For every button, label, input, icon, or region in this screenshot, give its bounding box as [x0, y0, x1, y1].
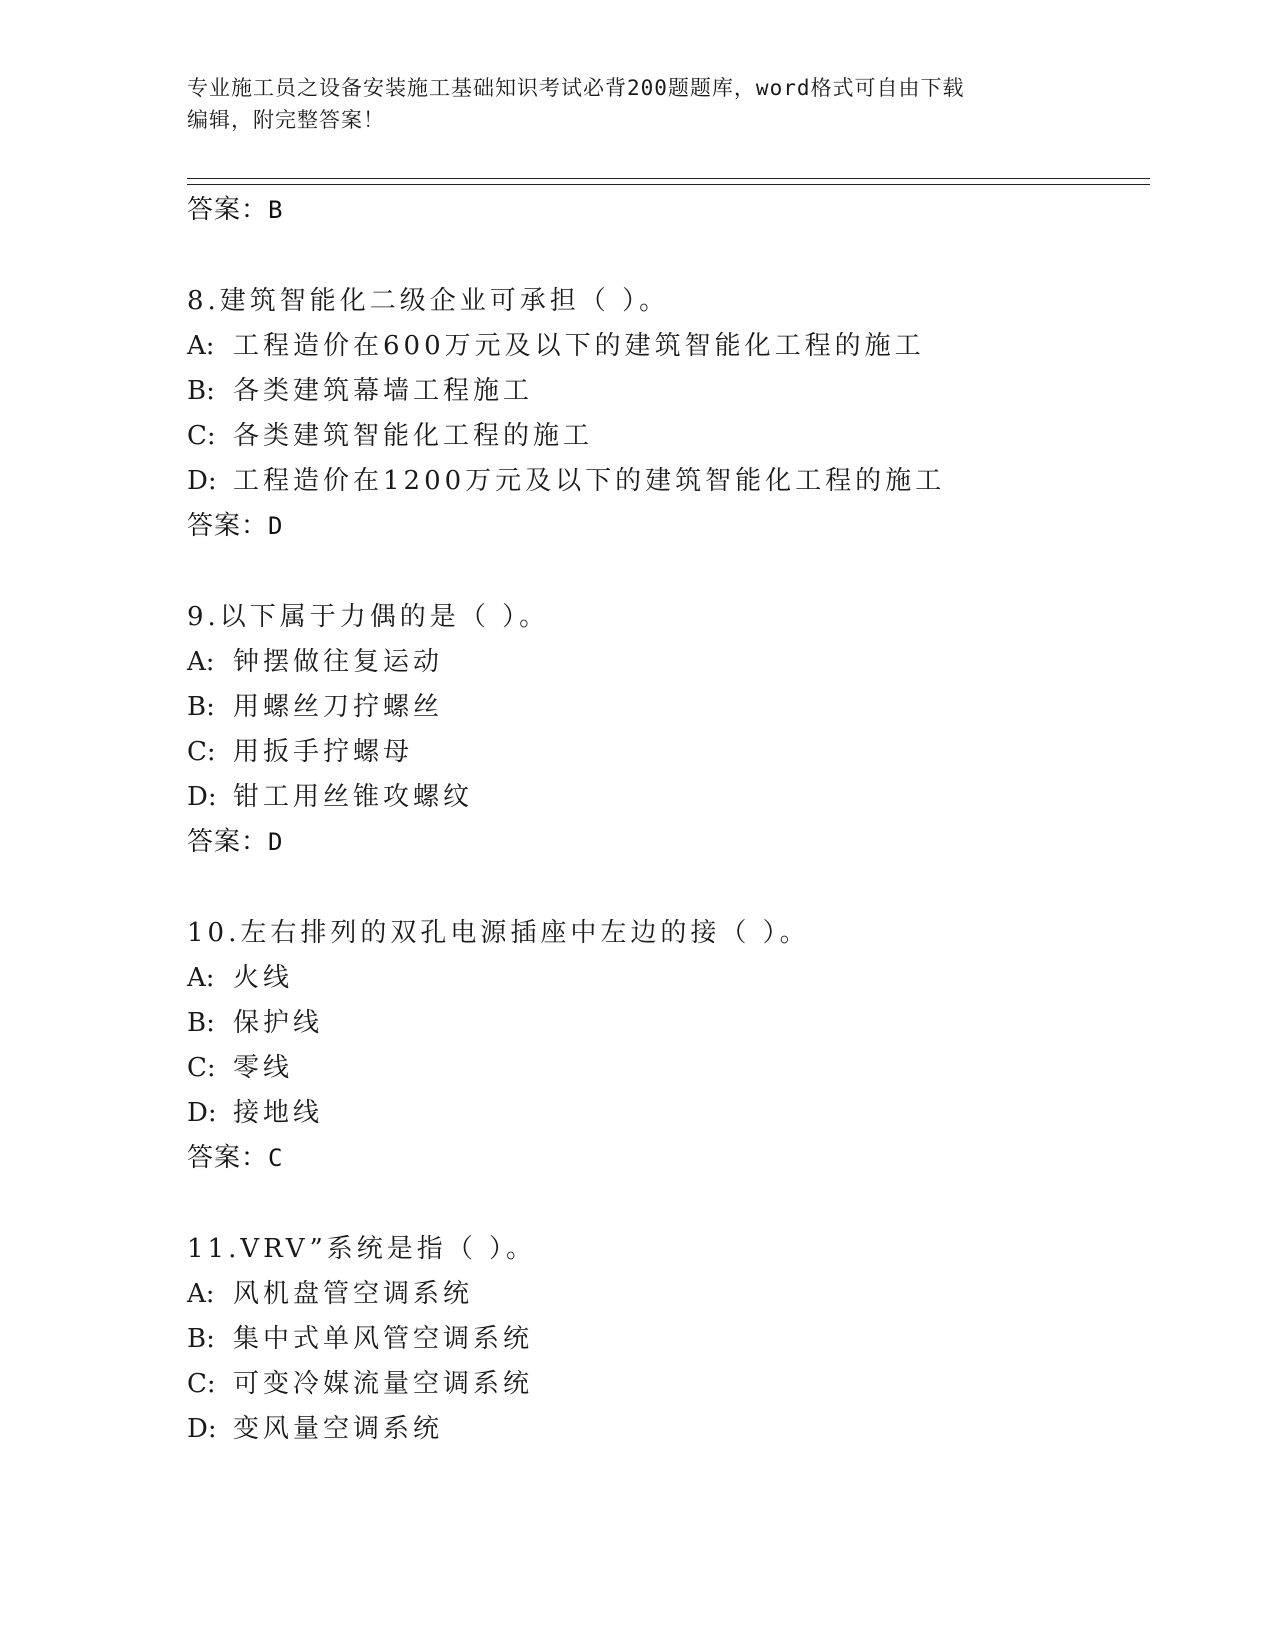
question-title: 11.VRV”系统是指（ ）。 — [187, 1234, 537, 1264]
option-letter: B: — [187, 376, 215, 406]
option-d — [187, 1091, 1147, 1136]
option-letter: D: — [187, 1414, 217, 1444]
option-text: 风机盘管空调系统 — [233, 1279, 474, 1309]
option-b — [187, 685, 1147, 730]
option-letter: C: — [187, 737, 216, 767]
option-a — [187, 324, 1147, 369]
answer-value: D — [268, 512, 284, 540]
answer-line — [187, 1136, 1147, 1181]
option-a — [187, 956, 1147, 1001]
header-line-2: 编辑，附完整答案！ — [187, 108, 385, 132]
option-b — [187, 1317, 1147, 1362]
question-title: 10.左右排列的双孔电源插座中左边的接（ ）。 — [187, 918, 810, 948]
answer-line — [187, 820, 1147, 865]
answer-value: D — [268, 828, 284, 856]
option-c — [187, 1362, 1147, 1407]
header-divider-bottom — [187, 184, 1150, 185]
question-item-8 — [187, 279, 1147, 549]
answer-label: 答案： — [187, 195, 269, 225]
option-text: 零线 — [233, 1053, 294, 1083]
option-text: 用螺丝刀拧螺丝 — [233, 692, 444, 722]
option-text: 用扳手拧螺母 — [233, 737, 414, 767]
option-text: 接地线 — [233, 1098, 324, 1128]
option-d — [187, 775, 1147, 820]
option-letter: A: — [187, 331, 215, 361]
option-text: 工程造价在600万元及以下的建筑智能化工程的施工 — [233, 331, 925, 361]
option-letter: D: — [187, 466, 217, 496]
answer-label: 答案： — [187, 827, 269, 857]
answer-line — [187, 504, 1147, 549]
option-text: 集中式单风管空调系统 — [233, 1324, 534, 1354]
option-b — [187, 369, 1147, 414]
answer-line-q7 — [187, 188, 1147, 233]
header-divider-top — [187, 178, 1150, 179]
answer-value: B — [268, 196, 284, 224]
option-text: 各类建筑幕墙工程施工 — [233, 376, 534, 406]
option-d — [187, 1407, 1147, 1452]
option-text: 变风量空调系统 — [233, 1414, 444, 1444]
option-c — [187, 1046, 1147, 1091]
option-letter: A: — [187, 1279, 215, 1309]
option-d — [187, 459, 1147, 504]
option-letter: D: — [187, 1098, 217, 1128]
option-text: 钟摆做往复运动 — [233, 647, 444, 677]
option-a — [187, 640, 1147, 685]
option-text: 各类建筑智能化工程的施工 — [233, 421, 594, 451]
question-item-9 — [187, 595, 1147, 865]
option-letter: B: — [187, 692, 215, 722]
option-text: 钳工用丝锥攻螺纹 — [233, 782, 474, 812]
question-list — [187, 188, 1147, 1452]
question-title: 8.建筑智能化二级企业可承担（ ）。 — [187, 286, 670, 316]
answer-label: 答案： — [187, 511, 269, 541]
question-title: 9.以下属于力偶的是（ ）。 — [187, 602, 550, 632]
option-letter: C: — [187, 421, 216, 451]
option-letter: C: — [187, 1369, 216, 1399]
option-b — [187, 1001, 1147, 1046]
option-letter: B: — [187, 1008, 215, 1038]
option-letter: D: — [187, 782, 217, 812]
option-letter: C: — [187, 1053, 216, 1083]
option-text: 火线 — [233, 963, 294, 993]
question-item-10 — [187, 911, 1147, 1181]
header-line-1: 专业施工员之设备安装施工基础知识考试必背200题题库，word格式可自由下载 — [187, 76, 965, 100]
option-c — [187, 414, 1147, 459]
option-letter: B: — [187, 1324, 215, 1354]
option-c — [187, 730, 1147, 775]
option-a — [187, 1272, 1147, 1317]
option-text: 工程造价在1200万元及以下的建筑智能化工程的施工 — [233, 466, 946, 496]
document-header — [187, 72, 1067, 136]
option-letter: A: — [187, 647, 215, 677]
answer-value: C — [268, 1144, 284, 1172]
option-letter: A: — [187, 963, 215, 993]
question-item-11 — [187, 1227, 1147, 1452]
option-text: 可变冷媒流量空调系统 — [233, 1369, 534, 1399]
option-text: 保护线 — [233, 1008, 324, 1038]
answer-label: 答案： — [187, 1143, 269, 1173]
